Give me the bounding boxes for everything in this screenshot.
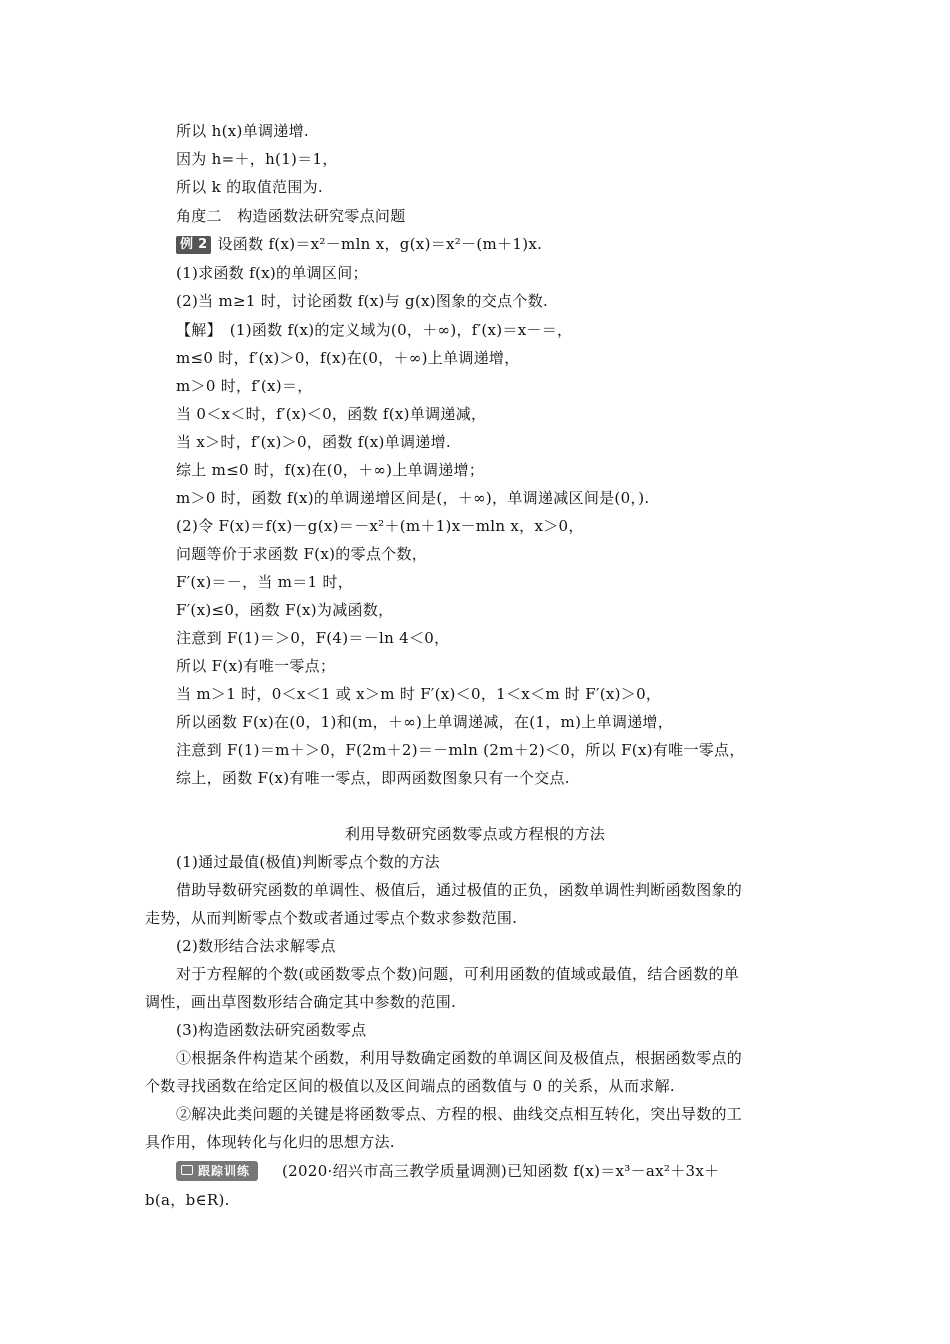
text-line: m＞0 时，f′(x)＝， [176,377,313,395]
text-line: 所以 F(x)有唯一零点； [176,657,336,675]
method-line: 调性，画出草图数形结合确定其中参数的范围. [145,993,457,1011]
section-heading: 角度二 构造函数法研究零点问题 [176,207,406,225]
text-line: (2020·绍兴市高三教学质量调测)已知函数 f(x)＝x³－ax²＋3x＋ [282,1162,720,1180]
method-line: 走势，从而判断零点个数或者通过零点个数求参数范围. [145,909,518,927]
practice-badge [176,1161,258,1181]
example-line [176,233,542,255]
notebook-icon [181,1165,193,1175]
method-line: ②解决此类问题的关键是将函数零点、方程的根、曲线交点相互转化，突出导数的工 [176,1105,743,1123]
text-line: 当 x＞时，f′(x)＞0，函数 f(x)单调递增. [176,433,451,451]
method-line: (3)构造函数法研究函数零点 [176,1021,367,1039]
method-line: ①根据条件构造某个函数，利用导数确定函数的单调区间及极值点，根据函数零点的 [176,1049,743,1067]
text-line: 因为 h=＋，h(1)＝1， [176,150,338,168]
text-line: 设函数 f(x)＝x²－mln x，g(x)＝x²－(m＋1)x. [217,235,543,253]
method-line: (2)数形结合法求解零点 [176,937,336,955]
text-line: (1)求函数 f(x)的单调区间； [176,264,368,282]
method-line: 借助导数研究函数的单调性、极值后，通过极值的正负，函数单调性判断函数图象的 [176,881,743,899]
text-line: (2)令 F(x)＝f(x)－g(x)＝－x²＋(m＋1)x－mln x，x＞0， [176,517,584,535]
text-line: 所以 k 的取值范围为. [176,178,323,196]
text-line: F′(x)＝－，当 m＝1 时， [176,573,354,591]
method-line: 个数寻找函数在给定区间的极值以及区间端点的函数值与 0 的关系，从而求解. [145,1077,675,1095]
method-line: 对于方程解的个数(或函数零点个数)问题，可利用函数的值域或最值，结合函数的单 [176,965,740,983]
practice-line [176,1160,719,1182]
text-line: 所以函数 F(x)在(0，1)和(m，＋∞)上单调递减，在(1，m)上单调递增， [176,713,674,731]
text-line: m＞0 时，函数 f(x)的单调递增区间是(，＋∞)，单调递减区间是(0，). [176,489,650,507]
text-line: m≤0 时，f′(x)＞0，f(x)在(0，＋∞)上单调递增， [176,349,520,367]
text-line: 综上，函数 F(x)有唯一零点，即两函数图象只有一个交点. [176,769,570,787]
text-line: 所以 h(x)单调递增. [176,122,309,140]
solution-line: 【解】 (1)函数 f(x)的定义域为(0，＋∞)，f′(x)＝x－＝， [176,321,573,339]
text-line: 注意到 F(1)＝＞0，F(4)＝－ln 4＜0， [176,629,450,647]
method-title: 利用导数研究函数零点或方程根的方法 [344,825,606,843]
practice-badge-label: 跟踪训练 [198,1164,251,1178]
text-line: (2)当 m≥1 时，讨论函数 f(x)与 g(x)图象的交点个数. [176,292,549,310]
example-badge: 例 2 [176,236,211,254]
text-line: 当 0＜x＜时，f′(x)＜0，函数 f(x)单调递减， [176,405,487,423]
text-line: 当 m＞1 时，0＜x＜1 或 x＞m 时 F′(x)＜0，1＜x＜m 时 F′(x)＞0， [176,685,662,703]
method-line: 具作用，体现转化与化归的思想方法. [145,1133,395,1151]
method-line: (1)通过最值(极值)判断零点个数的方法 [176,853,440,871]
practice-line: b(a，b∈R). [145,1191,230,1209]
text-line: 注意到 F(1)＝m＋＞0，F(2m＋2)＝－mln (2m＋2)＜0，所以 F(x)有唯一零点， [176,741,745,759]
text-line: 问题等价于求函数 F(x)的零点个数， [176,545,428,563]
text-line: F′(x)≤0，函数 F(x)为减函数， [176,601,394,619]
text-line: 综上 m≤0 时，f(x)在(0，＋∞)上单调递增； [176,461,485,479]
